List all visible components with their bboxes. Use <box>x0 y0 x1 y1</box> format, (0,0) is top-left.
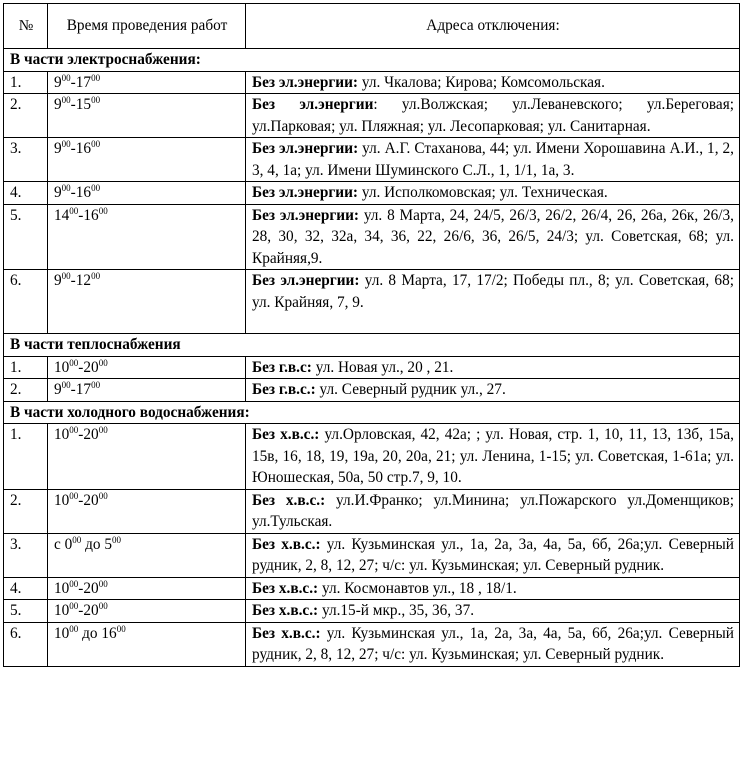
time-end-minutes: 00 <box>116 623 126 634</box>
address-list: ул.15-й мкр., 35, 36, 37. <box>318 602 475 619</box>
time-start-minutes: 00 <box>69 205 79 216</box>
time-end: 5 <box>104 535 113 553</box>
row-number: 1. <box>4 356 48 379</box>
table-row <box>4 533 740 577</box>
work-time <box>48 94 246 138</box>
row-number: 5. <box>4 600 48 623</box>
time-start-minutes: 00 <box>69 601 79 611</box>
work-time <box>48 622 246 666</box>
table-body <box>4 49 740 667</box>
outage-type-label: Без эл.энергии: <box>252 140 359 157</box>
row-number: 5. <box>4 204 48 270</box>
outage-addresses <box>246 622 740 666</box>
time-end-minutes: 00 <box>98 357 108 368</box>
table-row <box>4 622 740 666</box>
time-separator: - <box>78 491 84 509</box>
time-end: 20 <box>83 579 99 597</box>
outage-addresses <box>246 138 740 182</box>
time-separator: - <box>78 602 84 619</box>
outage-type-label: Без эл.энергии: <box>252 272 360 289</box>
time-start-minutes: 00 <box>69 357 79 368</box>
time-end: 20 <box>83 426 99 443</box>
time-end-minutes: 00 <box>98 601 108 611</box>
outage-addresses <box>246 356 740 379</box>
time-end-minutes: 00 <box>91 271 101 281</box>
time-start-minutes: 00 <box>69 490 79 501</box>
outage-addresses <box>246 489 740 533</box>
table-row <box>4 94 740 138</box>
work-time <box>48 182 246 205</box>
time-start-minutes: 00 <box>69 623 79 634</box>
time-start: 10 <box>54 579 70 597</box>
outage-type-label: Без х.в.с.: <box>252 535 321 553</box>
address-list: ул. Космонавтов ул., 18 , 18/1. <box>318 579 517 597</box>
row-number: 1. <box>4 71 48 94</box>
work-time <box>48 577 246 600</box>
work-time <box>48 204 246 270</box>
time-separator: - <box>78 426 84 443</box>
outage-type-label: Без г.в.с: <box>252 358 312 376</box>
table-row <box>4 600 740 623</box>
outage-type-label: Без х.в.с.: <box>252 491 326 509</box>
time-start-minutes: 00 <box>69 578 79 589</box>
time-end: 12 <box>75 272 92 289</box>
time-separator: - <box>70 140 76 157</box>
header-num: № <box>4 4 48 49</box>
address-list: ул. Чкалова; Кирова; Комсомольская. <box>358 73 605 91</box>
time-separator: - <box>70 381 76 398</box>
time-start: 9 <box>54 73 62 91</box>
header-addresses: Адреса отключения: <box>246 4 740 49</box>
section-title: В части электроснабжения: <box>4 49 740 72</box>
outage-addresses <box>246 379 740 402</box>
time-start: 10 <box>54 602 70 619</box>
time-start: 10 <box>54 426 70 443</box>
time-end: 20 <box>83 602 99 619</box>
time-end: 16 <box>83 206 99 224</box>
time-start-minutes: 00 <box>61 139 71 149</box>
work-time <box>48 71 246 94</box>
time-end-minutes: 00 <box>98 578 108 589</box>
time-start: 9 <box>54 140 62 157</box>
time-start-minutes: 00 <box>61 183 71 193</box>
address-list: ул. Северный рудник ул., 27. <box>315 381 506 398</box>
time-start-minutes: 00 <box>61 271 71 281</box>
table-row <box>4 379 740 402</box>
work-time <box>48 138 246 182</box>
outage-type-label: Без эл.энергии <box>252 96 374 113</box>
time-start: 9 <box>54 96 62 113</box>
time-separator: - <box>78 206 84 224</box>
time-end-minutes: 00 <box>98 425 108 435</box>
address-list: : ул.Волжская; ул.Леваневского; ул.Береговая; ул.Парковая; ул. Пляжная; ул. Лесопарковая; ул. Санитарная. <box>252 96 734 135</box>
work-time <box>48 489 246 533</box>
outage-type-label: Без х.в.с.: <box>252 602 319 619</box>
table-row <box>4 424 740 490</box>
table-row <box>4 270 740 334</box>
time-end: 15 <box>75 96 92 113</box>
time-end-minutes: 00 <box>91 380 101 390</box>
time-start-minutes: 00 <box>69 425 79 435</box>
time-start: 9 <box>54 381 62 398</box>
address-list: ул. 8 Марта, 24, 24/5, 26/3, 26/2, 26/4, 26, 26а, 26к, 26/3, 28, 30, 32, 32а, 34, 36, 22, 26/6, 36, 26/5, 24/3; ул. Советская, 68; ул. Крайняя,9. <box>252 206 734 267</box>
outage-type-label: Без эл.энергии: <box>252 184 359 201</box>
time-end-minutes: 00 <box>98 490 108 501</box>
time-end-minutes: 00 <box>91 139 101 149</box>
time-separator: - <box>70 272 76 289</box>
time-start-minutes: 00 <box>61 72 71 83</box>
address-list: ул.И.Франко; ул.Минина; ул.Пожарского ул.Доменщиков; ул.Тульская. <box>252 491 734 530</box>
time-end: 16 <box>75 140 92 157</box>
outage-addresses <box>246 204 740 270</box>
time-end: 16 <box>75 184 92 201</box>
address-list: ул.Орловская, 42, 42а; ; ул. Новая, стр. 1, 10, 11, 13, 13б, 15а, 15в, 16, 18, 19, 19а, 20, 20а, 21; ул. Ленина, 1-15; ул. Советская, 1-61а; ул. Юношеская, 50а, 50 стр.7, 9, 10. <box>252 426 735 486</box>
header-time: Время проведения работ <box>48 4 246 49</box>
row-number: 6. <box>4 270 48 334</box>
table-row <box>4 577 740 600</box>
outage-addresses <box>246 424 740 490</box>
time-separator: до <box>81 535 105 553</box>
time-end-minutes: 00 <box>98 205 108 216</box>
work-time <box>48 270 246 334</box>
row-number: 4. <box>4 577 48 600</box>
row-number: 4. <box>4 182 48 205</box>
row-number: 2. <box>4 94 48 138</box>
row-number: 3. <box>4 138 48 182</box>
time-end: 17 <box>75 73 92 91</box>
time-separator: - <box>78 579 84 597</box>
time-end-minutes: 00 <box>91 72 101 83</box>
time-start-minutes: 00 <box>61 95 71 105</box>
section-row <box>4 49 740 72</box>
time-end: 20 <box>83 491 99 509</box>
address-list: ул. Исполкомовская; ул. Техническая. <box>358 184 608 201</box>
outage-addresses <box>246 182 740 205</box>
table-row <box>4 182 740 205</box>
outage-type-label: Без х.в.с.: <box>252 426 320 443</box>
section-title: В части холодного водоснабжения: <box>4 401 740 424</box>
time-separator: до <box>78 624 102 642</box>
time-start: 9 <box>54 184 62 201</box>
time-start: 14 <box>54 206 70 224</box>
time-start: 9 <box>54 272 62 289</box>
time-start: с 0 <box>54 535 73 553</box>
outage-addresses <box>246 577 740 600</box>
address-list: ул. Кузьминская ул., 1а, 2а, 3а, 4а, 5а, 6б, 26а;ул. Северный рудник, 2, 8, 12, 27; ч/с: ул. Кузьминская; ул. Северный рудник. <box>252 624 734 663</box>
time-end: 20 <box>83 358 99 376</box>
outage-type-label: Без эл.энергии: <box>252 206 359 224</box>
time-start: 10 <box>54 491 70 509</box>
row-number: 6. <box>4 622 48 666</box>
table-row <box>4 71 740 94</box>
time-end-minutes: 00 <box>91 183 101 193</box>
section-row <box>4 334 740 357</box>
outage-addresses <box>246 270 740 334</box>
time-start-minutes: 00 <box>72 534 82 545</box>
row-number: 2. <box>4 489 48 533</box>
address-list: ул. 8 Марта, 17, 17/2; Победы пл., 8; ул. Советская, 68; ул. Крайняя, 7, 9. <box>252 272 734 311</box>
outage-type-label: Без х.в.с.: <box>252 624 321 642</box>
row-number: 3. <box>4 533 48 577</box>
table-row <box>4 489 740 533</box>
time-separator: - <box>78 358 84 376</box>
time-end: 17 <box>75 381 92 398</box>
outage-type-label: Без х.в.с.: <box>252 579 319 597</box>
outage-addresses <box>246 600 740 623</box>
row-number: 1. <box>4 424 48 490</box>
outage-schedule-table <box>3 3 740 667</box>
work-time <box>48 424 246 490</box>
time-start: 10 <box>54 624 70 642</box>
work-time <box>48 600 246 623</box>
time-separator: - <box>70 73 76 91</box>
work-time <box>48 356 246 379</box>
time-start: 10 <box>54 358 70 376</box>
work-time <box>48 379 246 402</box>
outage-addresses <box>246 71 740 94</box>
outage-addresses <box>246 533 740 577</box>
time-separator: - <box>70 96 76 113</box>
time-end-minutes: 00 <box>91 95 101 105</box>
row-number: 2. <box>4 379 48 402</box>
table-row <box>4 204 740 270</box>
header-row <box>4 4 740 49</box>
time-end-minutes: 00 <box>112 534 122 545</box>
section-row <box>4 401 740 424</box>
address-list: ул. Новая ул., 20 , 21. <box>311 358 454 376</box>
outage-type-label: Без г.в.с.: <box>252 381 316 398</box>
time-start-minutes: 00 <box>61 380 71 390</box>
work-time <box>48 533 246 577</box>
time-end: 16 <box>101 624 117 642</box>
outage-type-label: Без эл.энергии: <box>252 73 359 91</box>
address-list: ул. Кузьминская ул., 1а, 2а, 3а, 4а, 5а, 6б, 26а;ул. Северный рудник, 2, 8, 12, 27; ч/с: ул. Кузьминская; ул. Северный рудник. <box>252 535 734 574</box>
outage-addresses <box>246 94 740 138</box>
address-list: ул. А.Г. Стаханова, 44; ул. Имени Хорошавина А.И., 1, 2, 3, 4, 1а; ул. Имени Шуминского С.Л., 1, 1/1, 1а, 3. <box>252 140 734 179</box>
time-separator: - <box>70 184 76 201</box>
section-title: В части теплоснабжения <box>4 334 740 357</box>
table-row <box>4 138 740 182</box>
table-row <box>4 356 740 379</box>
